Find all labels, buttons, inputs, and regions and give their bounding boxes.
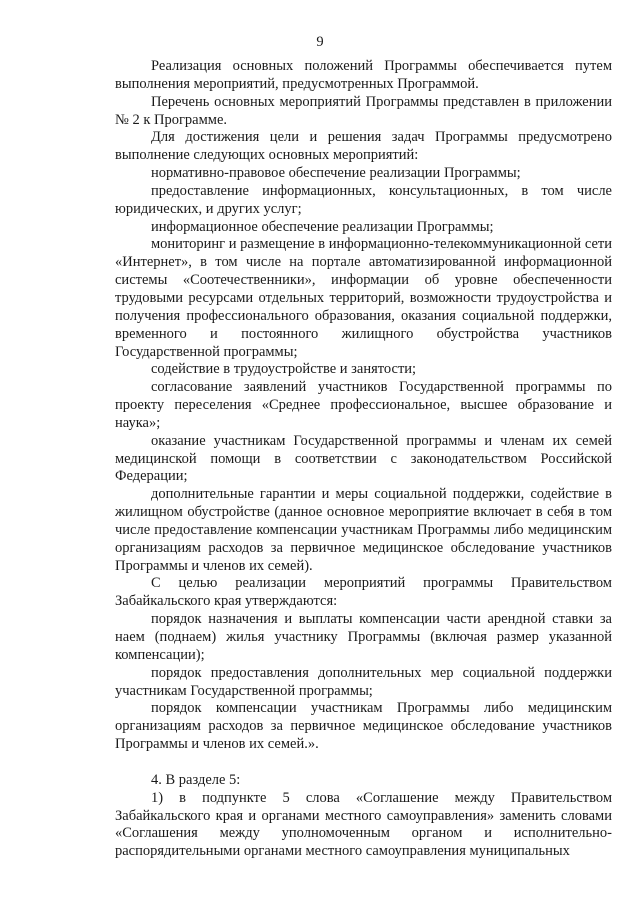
paragraph: С целью реализации мероприятий программы Правительством Забайкальского края утверждаются: [115,575,612,610]
paragraph: Для достижения цели и решения задач Программы предусмотрено выполнение следующих основных мероприятий: [115,129,612,164]
list-item: оказание участникам Государственной программы и членам их семей медицинской помощи в соответствии с законодательством Российской Федерации; [115,432,612,485]
list-item: мониторинг и размещение в информационно-телекоммуникационной сети «Интернет», в том числе на портале автоматизированной информационной системы «Соотечественники», информации об уровне обеспеченности трудовыми ресурсами отдельных территорий, возможности трудоустройства и получения профессионального образования, оказания социальной поддержки, временного и постоянного жилищного обустройства участников Государственной программы; [115,236,612,360]
paragraph: 1) в подпункте 5 слова «Соглашение между Правительством Забайкальского края и органами местного самоуправления» заменить словами «Соглашения между уполномоченным органом и исполнительно-распорядительными органами местного самоуправления муниципальных [115,789,612,860]
paragraph: Реализация основных положений Программы обеспечивается путем выполнения мероприятий, предусмотренных Программой. [115,58,612,92]
paragraph: Перечень основных мероприятий Программы представлен в приложении № 2 к Программе. [115,93,612,128]
list-item: порядок компенсации участникам Программы либо медицинским организациям расходов за первичное медицинское обследование участников Программы и членов их семей.». [115,700,612,753]
list-item: согласование заявлений участников Государственной программы по проекту переселения «Среднее профессиональное, высшее образование и наука»; [115,379,612,431]
section-heading: 4. В разделе 5: [151,771,241,788]
list-item: содействие в трудоустройстве и занятости; [151,361,417,378]
page-number: 9 [316,34,324,50]
list-item: нормативно-правовое обеспечение реализации Программы; [151,165,521,182]
list-item: порядок предоставления дополнительных мер социальной поддержки участникам Государственной программы; [115,664,612,699]
list-item: дополнительные гарантии и меры социальной поддержки, содействие в жилищном обустройстве (данное основное мероприятие включает в себя в том числе предоставление компенсации участникам Программы либо медицинским организациям расходов за первичное медицинское обследование участников Программы и членов их семей). [115,486,612,574]
list-item: информационное обеспечение реализации Программы; [151,218,494,235]
list-item: предоставление информационных, консультационных, в том числе юридических, и других услуг; [115,182,612,217]
document-body [115,58,612,861]
list-item: порядок назначения и выплаты компенсации части арендной ставки за наем (поднаем) жилья участнику Программы (включая размер указанной компенсации); [115,611,612,663]
